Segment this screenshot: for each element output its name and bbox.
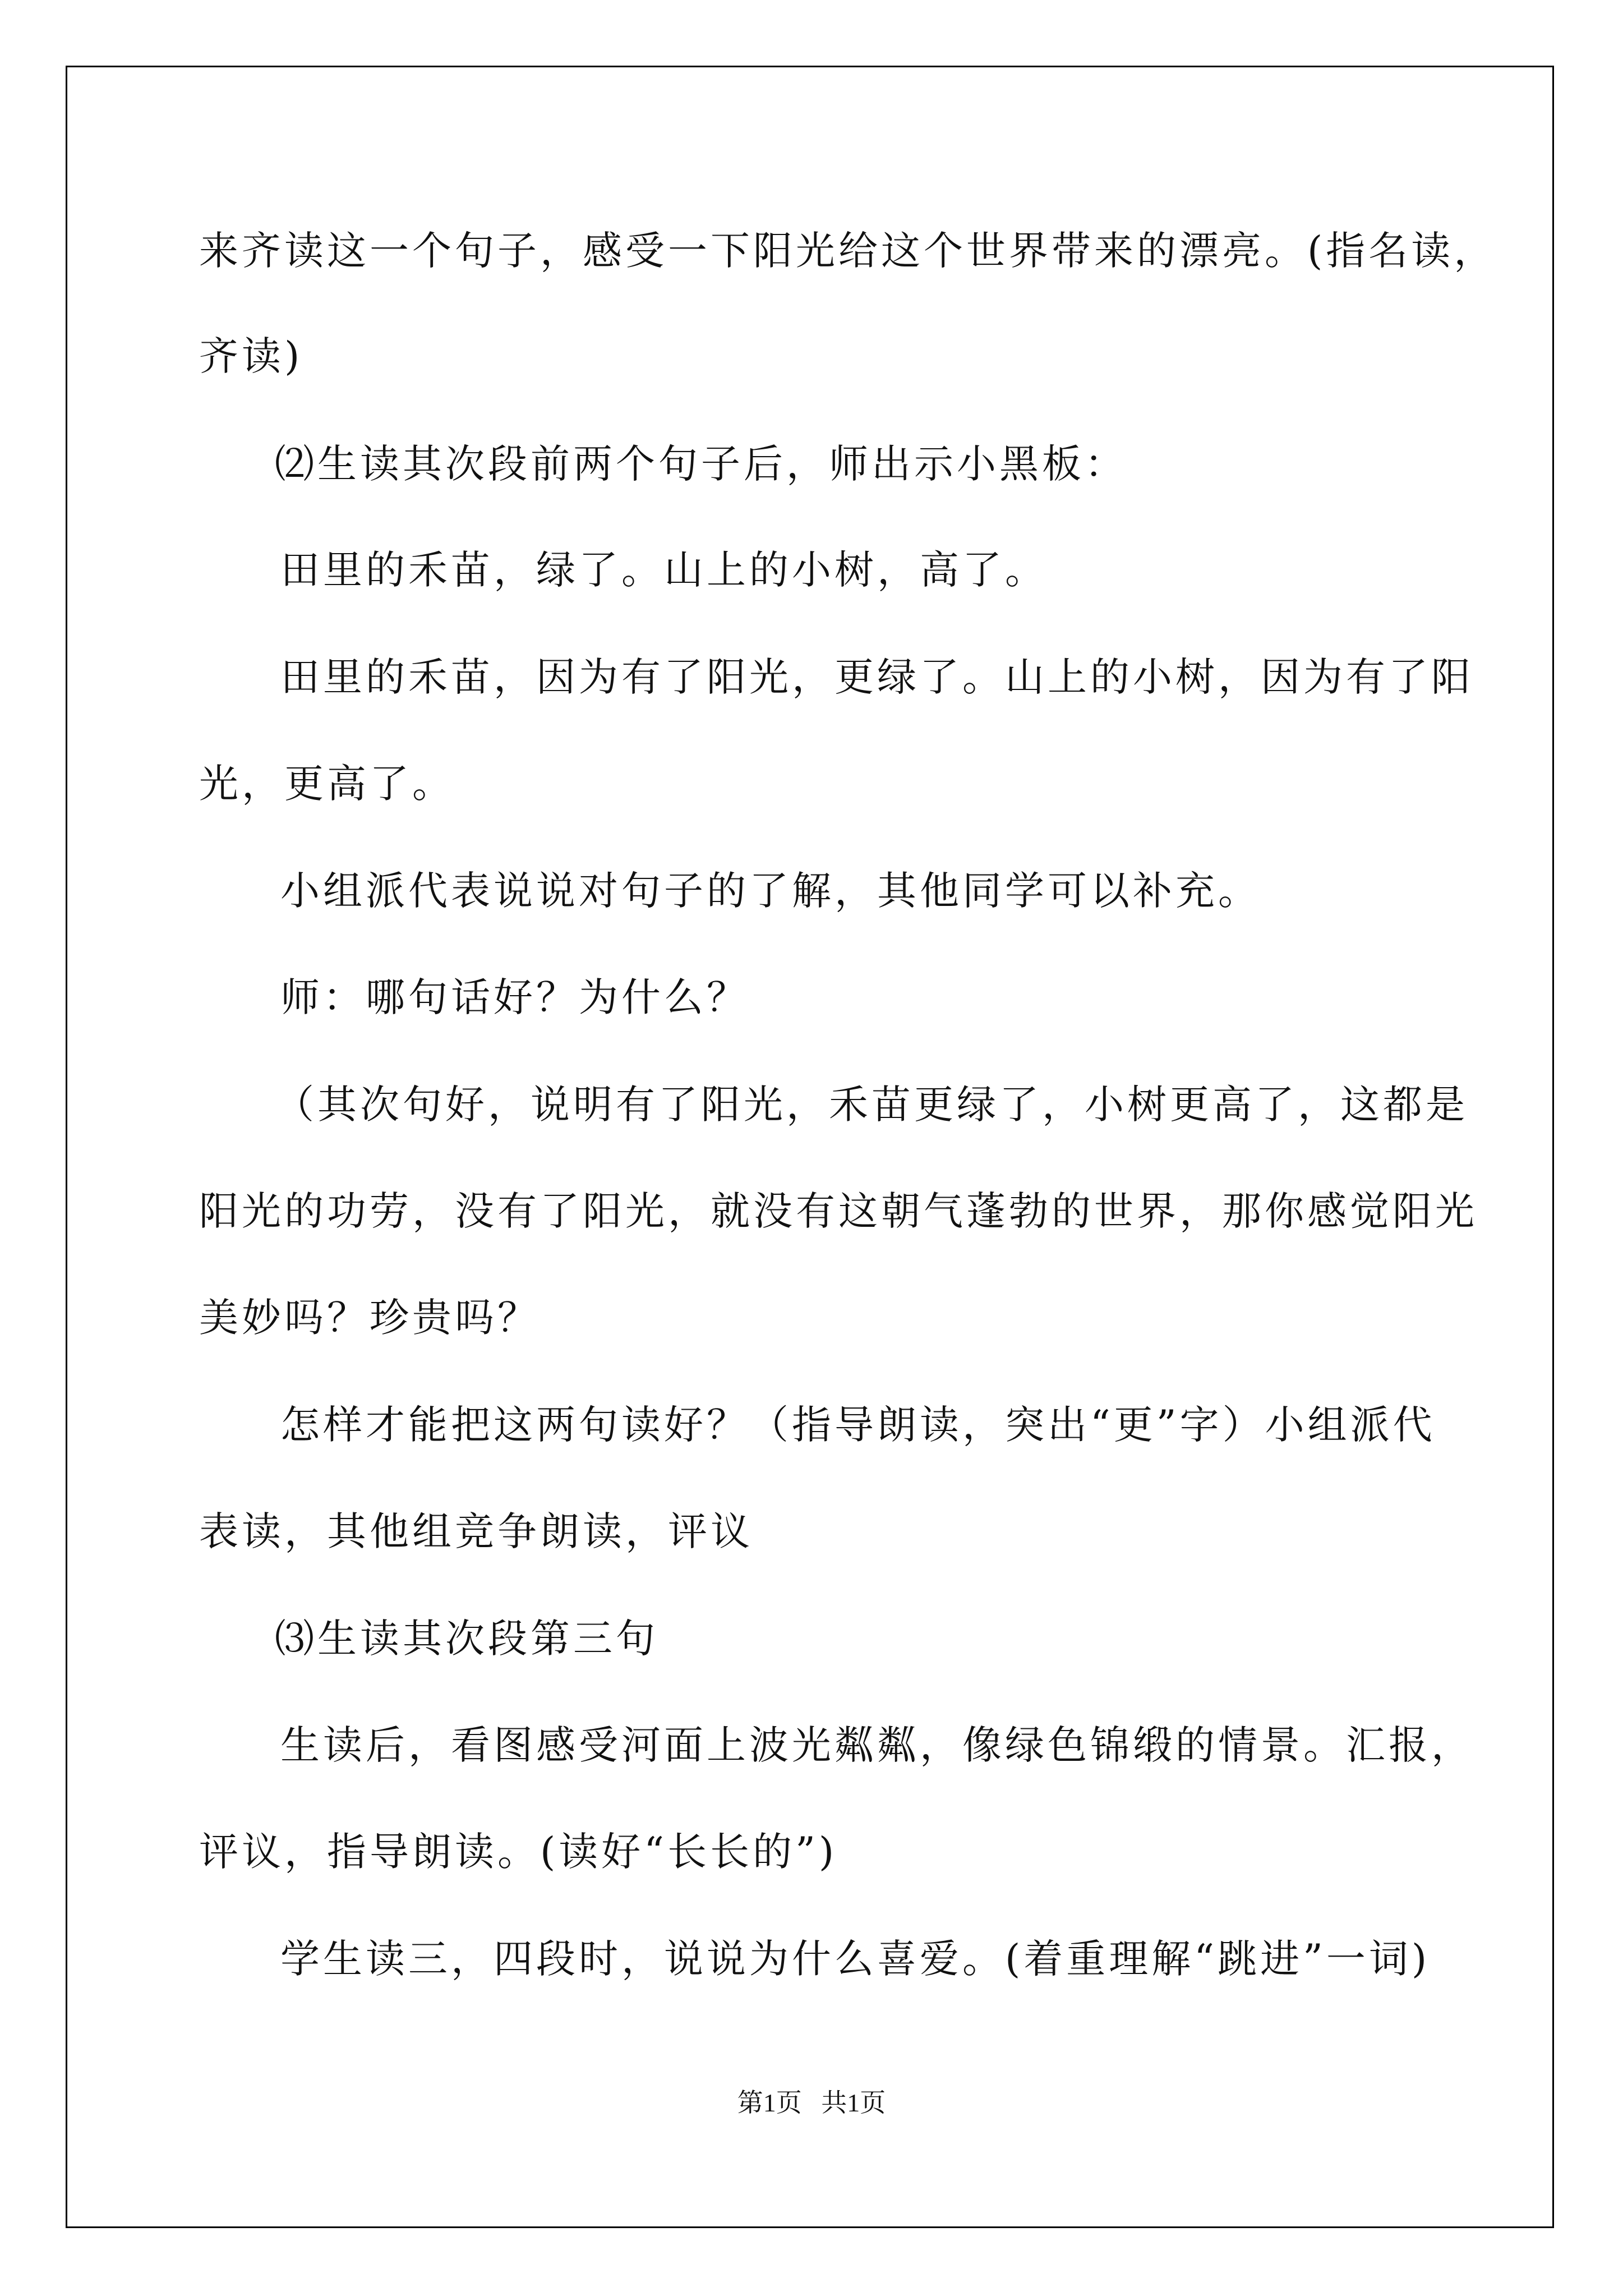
paragraph-line: 美妙吗？珍贵吗？ — [199, 1295, 540, 1341]
paragraph-line: 评议，指导朗读。(读好“长长的”) — [199, 1829, 838, 1875]
paragraph-line: 齐读) — [199, 333, 303, 379]
paragraph-line: 阳光的功劳，没有了阳光，就没有这朝气蓬勃的世界，那你感觉阳光 — [199, 1188, 1478, 1234]
paragraph-line: 师：哪句话好？为什么？ — [280, 974, 749, 1020]
paragraph-line: 怎样才能把这两句读好？（指导朗读，突出“更”字）小组派代 — [280, 1402, 1436, 1448]
paragraph-line: ⑶生读其次段第三句 — [275, 1616, 658, 1662]
paragraph-line: 学生读三，四段时，说说为什么喜爱。(着重理解“跳进”一词) — [280, 1936, 1431, 1982]
paragraph-line: 生读后，看图感受河面上波光粼粼，像绿色锦缎的情景。汇报， — [280, 1722, 1474, 1768]
paragraph-line: 表读，其他组竞争朗读，评议 — [199, 1508, 753, 1554]
paragraph-line: 田里的禾苗，因为有了阳光，更绿了。山上的小树，因为有了阳 — [280, 654, 1474, 700]
paragraph-line: （其次句好，说明有了阳光，禾苗更绿了，小树更高了，这都是 — [275, 1082, 1468, 1128]
paragraph-line: 小组派代表说说对句子的了解，其他同学可以补充。 — [280, 868, 1261, 914]
paragraph-line: ⑵生读其次段前两个句子后，师出示小黑板： — [275, 441, 1127, 487]
paragraph-line: 来齐读这一个句子，感受一下阳光给这个世界带来的漂亮。(指名读， — [199, 228, 1497, 274]
page-number-footer: 第1页 共1页 — [737, 2088, 886, 2117]
paragraph-line: 光，更高了。 — [199, 761, 455, 807]
page-border — [66, 66, 1554, 2228]
paragraph-line: 田里的禾苗，绿了。山上的小树，高了。 — [280, 547, 1048, 593]
